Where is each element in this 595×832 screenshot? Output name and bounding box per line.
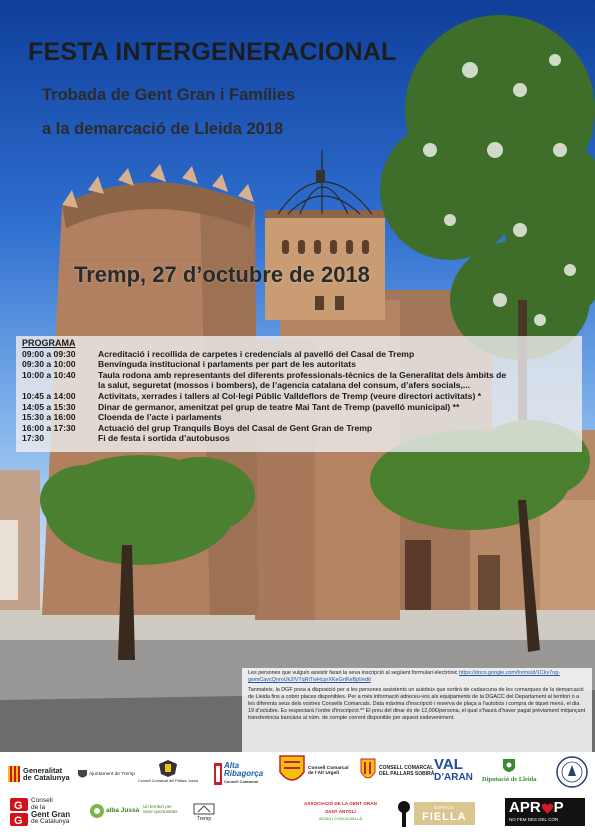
bus-info-paragraph: Tanmateix, la DGF posa a disposició per a les persones assistents un autobús que sortirà de cadascuna de les comarques de la demarcació de Lleida fins a cobrir places disponibles. Per a més informació adreceu-vos als equipaments de la DGACC del Departament al territori o a les diferents seus dels vostres Consells Comarcals. Data màxima d’inscripció i reserva de plaça a l’autobús i compra de tiquet menú, el dia 19 d’octubre. Es respectarà l’ordre d’inscripció.** El preu del dinar és de 12,00€/persona, el qual s’haurà d’haver pagat prèviament mitjançant transferència bancària al núm. de compte corrent disponible per aquest esdeveniment. — [248, 687, 586, 721]
tremp-crest-icon — [192, 802, 216, 816]
svg-text:G: G — [14, 815, 23, 826]
program-item — [22, 380, 576, 391]
flag-icon — [214, 763, 222, 785]
program-time: 10:45 a 14:00 — [22, 390, 76, 401]
alt-urgell-text: de l’Alt Urgell — [308, 771, 339, 776]
registration-text: Les persones que vulguin assistir faran la seva inscripció al següent formulari electrònic — [248, 670, 458, 676]
tremp-small-logo — [192, 802, 216, 824]
program-panel — [16, 336, 582, 452]
ajuntament-tremp-logo — [78, 770, 135, 780]
associacio-sant-antoli-logo — [304, 800, 377, 823]
registration-info-panel — [242, 668, 592, 752]
generalitat-text: Generalitat — [23, 765, 63, 775]
senyera-icon — [8, 766, 20, 782]
program-description: Taula rodona amb representants del diferents professionals-tècnics de la Generalitat dels àmbits de — [98, 369, 507, 380]
alba-mark-icon — [90, 802, 104, 820]
program-description: Fi de festa i sortida d’autobusos — [98, 433, 230, 444]
alba-jussa-text: alba Jussà — [106, 807, 140, 815]
program-item — [22, 423, 576, 434]
consell-gent-gran-logo — [10, 798, 70, 826]
heart-icon — [541, 802, 554, 815]
event-date-place: Tremp, 27 d’octubre de 2018 — [74, 262, 370, 287]
generalitat-text: de Catalunya — [23, 773, 70, 782]
pallars-jussa-logo — [138, 758, 198, 786]
diputacio-lleida-logo — [482, 758, 537, 784]
pallars-sobira-logo — [360, 758, 434, 784]
program-item — [22, 349, 576, 360]
registration-paragraph — [248, 670, 586, 684]
aprop-text: NO FEM DES DEL COR — [509, 817, 559, 822]
val-daran-text: VAL — [434, 756, 463, 773]
circular-seal-logo — [556, 756, 588, 788]
program-description: Dinar de germanor, amenitzat pel grup de teatre Mai Tant de Tremp (pavelló municipal) ** — [98, 401, 460, 412]
program-description: Actuació del grup Tranquils Boys del Casal de Gent Gran de Tremp — [98, 422, 373, 433]
alta-ribagorca-text: Ribagorça — [224, 769, 264, 778]
program-item — [22, 359, 576, 370]
gent-gran-text: de Catalunya — [31, 817, 70, 825]
program-time — [22, 380, 98, 391]
fiella-text: FIELLA — [422, 810, 467, 823]
alt-urgell-logo — [278, 754, 349, 788]
alt-urgell-text: Consell Comarcal — [308, 765, 349, 771]
alba-jussa-logo — [90, 802, 139, 820]
poster-subtitle-line1: Trobada de Gent Gran i Famílies — [42, 86, 296, 104]
diputacio-text: Diputació de Lleida — [482, 776, 537, 783]
crest-icon — [360, 758, 376, 784]
program-heading: PROGRAMA — [22, 338, 76, 348]
espacio-fiella-logo — [414, 802, 475, 825]
program-time: 10:00 a 10:40 — [22, 369, 76, 380]
tremp-small-text: Tremp — [196, 816, 212, 822]
diputacio-crest-icon — [502, 758, 516, 776]
keyhole-icon — [396, 800, 412, 828]
gent-gran-text: Consell — [31, 797, 53, 805]
program-item — [22, 391, 576, 402]
territori-text: Un territori per — [143, 804, 172, 809]
program-time: 16:00 a 17:30 — [22, 422, 76, 433]
associacio-text: ASSOCIACIÓ DE LA GENT GRAN — [304, 801, 377, 806]
program-description: la salut, seguretat (mossos i bombers), de l’agencia catalana del consum, d’afers socials,... — [98, 380, 471, 391]
shield-icon — [278, 754, 306, 788]
program-description: Benvinguda institucional i parlaments per part de les autoritats — [98, 359, 356, 370]
val-daran-text: D’ARAN — [434, 772, 473, 783]
fiella-text: ESPACIO — [434, 805, 455, 810]
program-item — [22, 412, 576, 423]
gent-gran-text: de la — [31, 804, 46, 812]
alta-ribagorca-logo — [214, 762, 263, 786]
sponsor-logos-band — [0, 752, 595, 832]
program-description: Acreditació i recollida de carpetes i credencials al pavelló del Casal de Tremp — [98, 348, 415, 359]
registration-form-link[interactable]: https://docs.google.com/forms/d/1Ckv7og-gwmCavcQnroUk2IVTqRtTwHcprXKeGrtKeBpI/edit — [248, 670, 560, 683]
aprop-text: P — [553, 799, 564, 816]
program-time: 14:05 a 15:30 — [22, 401, 76, 412]
gent-gran-text: Gent Gran — [31, 810, 71, 819]
program-item — [22, 402, 576, 413]
program-time: 17:30 — [22, 433, 44, 444]
program-time: 09:00 a 09:30 — [22, 348, 76, 359]
territori-text: viure oportunitats — [143, 809, 178, 814]
program-time: 15:30 a 16:00 — [22, 412, 76, 423]
program-item — [22, 370, 576, 381]
alta-ribagorca-text: Consell Comarcal — [224, 779, 258, 784]
program-description: Cloenda de l’acte i parlaments — [98, 412, 222, 423]
svg-text:G: G — [14, 800, 23, 812]
crest-icon — [78, 770, 87, 780]
gg-mark-icon — [10, 798, 28, 826]
associacio-text: ISONA I CONCA DELLÀ — [318, 816, 363, 821]
poster-title: FESTA INTERGENERACIONAL — [28, 38, 397, 66]
aprop-logo — [505, 798, 585, 826]
program-item — [22, 433, 576, 444]
associacio-text: SANT ANTOLÍ — [325, 808, 356, 814]
seal-icon — [556, 756, 588, 788]
eagle-crest-icon — [157, 758, 179, 778]
alta-ribagorca-text: Alta — [224, 761, 240, 770]
program-description: Activitats, xerrades i tallers al Col·legi Públic Valldeflors de Tremp (veure directori activitats) * — [98, 390, 482, 401]
val-daran-logo — [434, 758, 473, 783]
ajuntament-text: Ajuntament de Tremp — [89, 772, 135, 778]
pallars-sobira-text: DEL PALLARS SOBIRÀ — [379, 771, 435, 777]
poster-subtitle-line2: a la demarcació de Lleida 2018 — [42, 120, 284, 138]
keyhole-logo — [396, 800, 412, 828]
program-time: 09:30 a 10:00 — [22, 359, 76, 370]
aprop-text: APR — [509, 799, 541, 816]
pallars-sobira-text: CONSELL COMARCAL — [379, 765, 434, 771]
territori-logo — [143, 804, 178, 814]
pallars-jussa-text: Consell Comarcal del Pallars Jussà — [138, 779, 198, 783]
generalitat-logo — [8, 766, 70, 782]
